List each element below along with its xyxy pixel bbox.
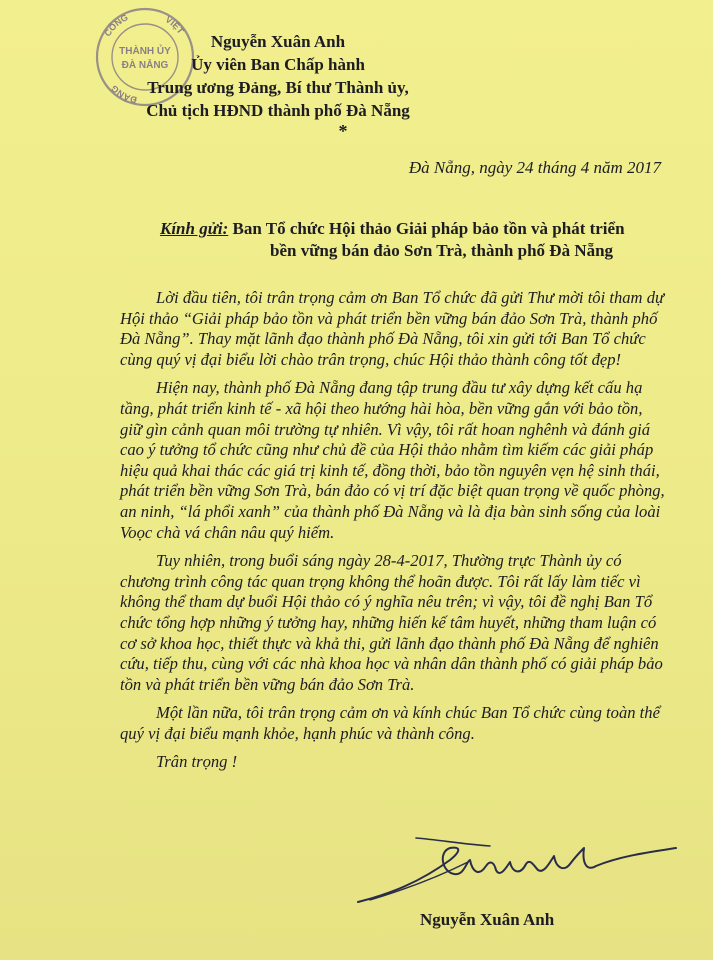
- recipient-block: [160, 218, 660, 262]
- signer-name: Nguyễn Xuân Anh: [420, 910, 555, 929]
- paragraph-2: Hiện nay, thành phố Đà Nẵng đang tập trung đầu tư xây dựng kết cấu hạ tầng, phát triển kinh tế - xã hội theo hướng hài hòa, bền vững gắn với bảo tồn, giữ gìn cảnh quan môi trường tự nhiên. Vì vậy, tôi rất hoan nghênh và đánh giá cao ý tưởng tổ chức cũng như chủ đề của Hội thảo nhằm tìm kiếm các giải pháp hiệu quả khai thác các giá trị kinh tế, đồng thời, bảo tồn nguyên vẹn hệ sinh thái, phát triển bền vững Sơn Trà, bán đảo có vị trí đặc biệt quan trọng về quốc phòng, an ninh, “lá phổi xanh” của thành phố Đà Nẵng và là địa bàn sinh sống của loài Voọc chà vá chân nâu quý hiếm.: [120, 378, 665, 542]
- seal-inner-line2: ĐÀ NẴNG: [121, 60, 169, 71]
- sender-name: Nguyễn Xuân Anh: [210, 32, 346, 51]
- seal-top-text: CÔNG: [102, 12, 130, 39]
- header-star: *: [338, 121, 348, 141]
- paragraph-4: Một lần nữa, tôi trân trọng cảm ơn và kính chúc Ban Tổ chức cùng toàn thể quý vị đại biểu mạnh khỏe, hạnh phúc và thành công.: [120, 703, 660, 743]
- letter-body: [120, 288, 668, 781]
- paragraph-1: Lời đầu tiên, tôi trân trọng cảm ơn Ban Tổ chức đã gửi Thư mời tôi tham dự Hội thảo “Giải pháp bảo tồn và phát triển bền vững bán đảo Sơn Trà, thành phố Đà Nẵng”. Thay mặt lãnh đạo thành phố Đà Nẵng, tôi xin gửi tới Ban Tổ chức cùng quý vị đại biểu lời chào trân trọng, chúc Hội thảo thành công tốt đẹp!: [120, 288, 665, 369]
- seal-right-text: VIỆT: [163, 14, 186, 36]
- recipient-label: Kính gửi:: [160, 219, 229, 238]
- sender-title-3: Chủ tịch HĐND thành phố Đà Nẵng: [146, 101, 410, 120]
- sender-title-2: Trung ương Đảng, Bí thư Thành ủy,: [147, 78, 409, 97]
- sender-title-1: Ủy viên Ban Chấp hành: [191, 55, 365, 74]
- letter-date: Đà Nẵng, ngày 24 tháng 4 năm 2017: [408, 158, 661, 177]
- seal-inner-line1: THÀNH ỦY: [119, 46, 171, 57]
- handwritten-signature: [350, 822, 680, 912]
- svg-text:CÔNG: [102, 12, 129, 38]
- recipient-line-2: bền vững bán đảo Sơn Trà, thành phố Đà Nẵng: [270, 241, 614, 260]
- recipient-line-1: Ban Tổ chức Hội thảo Giải pháp bảo tồn và phát triển: [232, 219, 625, 238]
- paragraph-3: Tuy nhiên, trong buổi sáng ngày 28-4-2017, Thường trực Thành ủy có chương trình công tác quan trọng không thể hoãn được. Tôi rất lấy làm tiếc vì không thể tham dự buổi Hội thảo có ý nghĩa nêu trên; vì vậy, tôi đề nghị Ban Tổ chức tổng hợp những ý tưởng hay, những hiến kế tâm huyết, những tham luận có cơ sở khoa học, thiết thực và khả thi, gửi lãnh đạo thành phố Đà Nẵng để nghiên cứu, tiếp thu, cùng với các nhà khoa học và nhân dân thành phố có giải pháp bảo tồn và phát triển bền vững bán đảo Sơn Trà.: [120, 551, 663, 694]
- letter-header: [128, 30, 428, 141]
- seal-left-text: ĐẢNG: [109, 83, 138, 106]
- closing-text: Trân trọng !: [156, 752, 238, 772]
